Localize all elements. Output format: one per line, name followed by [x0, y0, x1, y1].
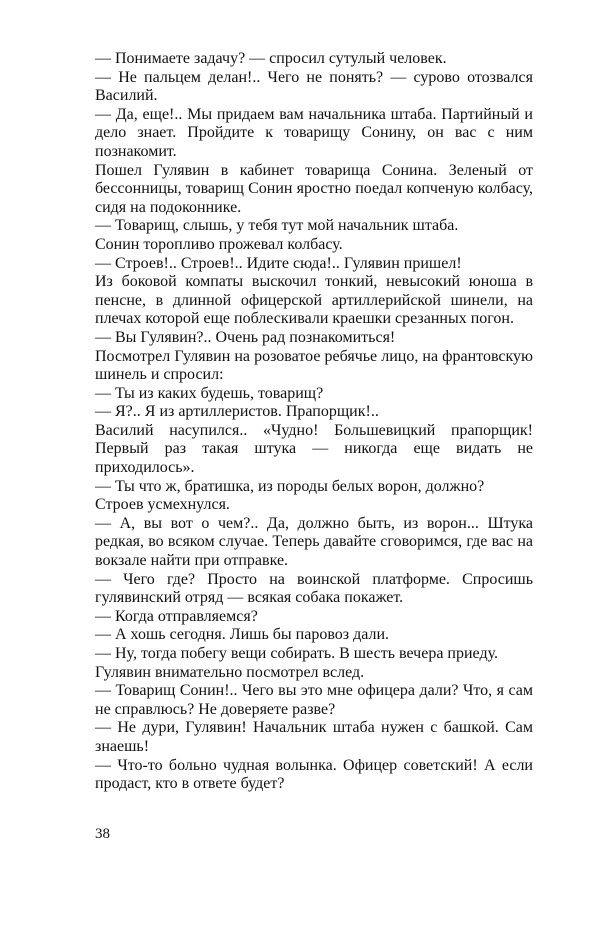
- paragraph: — Что-то больно чудная волынка. Офицер советский! А если продаст, кто в ответе будет?: [95, 756, 533, 793]
- paragraph: — Понимаете задачу? — спросил сутулый человек.: [95, 50, 447, 67]
- paragraph: Пошел Гулявин в кабинет товарища Сонина. Зеленый от бессонницы, товарищ Сонин яростно поедал копченую колбасу, сидя на подоконнике.: [95, 161, 533, 216]
- paragraph: Василий насупился.. «Чудно! Большевицкий прапорщик! Первый раз такая штука — никогда еще видать не приходилось».: [95, 421, 533, 477]
- paragraph: — Чего где? Просто на воинской платформе. Спросишь гулявинский отряд — всякая собака покажет.: [95, 570, 533, 607]
- paragraph: Посмотрел Гулявин на розоватое ребячье лицо, на франтовскую шинель и спросил:: [95, 347, 533, 384]
- paragraph: — А, вы вот о чем?.. Да, должно быть, из ворон... Штука редкая, во всяком случае. Теперь давайте сговоримся, где вас на вокзале найти при отправке.: [95, 514, 533, 570]
- paragraph: — Да, еще!.. Мы придаем вам начальника штаба. Партийный и дело знает. Пройдите к товарищу Сонину, он вас с ним познакомит.: [95, 105, 533, 160]
- paragraph: — Ну, тогда побегу вещи собирать. В шесть вечера приеду.: [95, 645, 498, 662]
- paragraph: — Ты что ж, братишка, из породы белых ворон, должно?: [95, 477, 485, 495]
- page-body: [95, 50, 533, 794]
- paragraph: — Не дури, Гулявин! Начальник штаба нужен с башкой. Сам знаешь!: [95, 719, 533, 755]
- paragraph: Гулявин внимательно посмотрел вслед.: [95, 663, 365, 681]
- paragraph: — Строев!.. Строев!.. Идите сюда!.. Гулявин пришел!: [95, 254, 462, 272]
- paragraph: — А хошь сегодня. Лишь бы паровоз дали.: [95, 626, 390, 644]
- paragraph: — Товарищ Сонин!.. Чего вы это мне офицера дали? Что, я сам не справлюсь? Не доверяете разве?: [95, 682, 533, 718]
- paragraph: — Вы Гулявин?.. Очень рад познакомиться!: [95, 328, 396, 346]
- page-number: 38: [95, 826, 110, 842]
- paragraph: Строев усмехнулся.: [95, 496, 230, 514]
- paragraph: — Я?.. Я из артиллеристов. Прапорщик!..: [95, 403, 379, 421]
- paragraph: — Не пальцем делан!.. Чего не понять? — сурово отозвался Василий.: [95, 68, 533, 105]
- paragraph: Сонин торопливо прожевал колбасу.: [95, 235, 343, 253]
- paragraph: — Товарищ, слышь, у тебя тут мой начальник штаба.: [95, 217, 459, 235]
- paragraph: Из боковой компаты выскочил тонкий, невысокий юноша в пенсне, в длинной офицерской артиллерийской шинели, на плечах которой еще поблескивали краешки срезанных погон.: [95, 273, 533, 328]
- paragraph: — Когда отправляемся?: [95, 607, 258, 625]
- paragraph: — Ты из каких будешь, товарищ?: [95, 384, 324, 402]
